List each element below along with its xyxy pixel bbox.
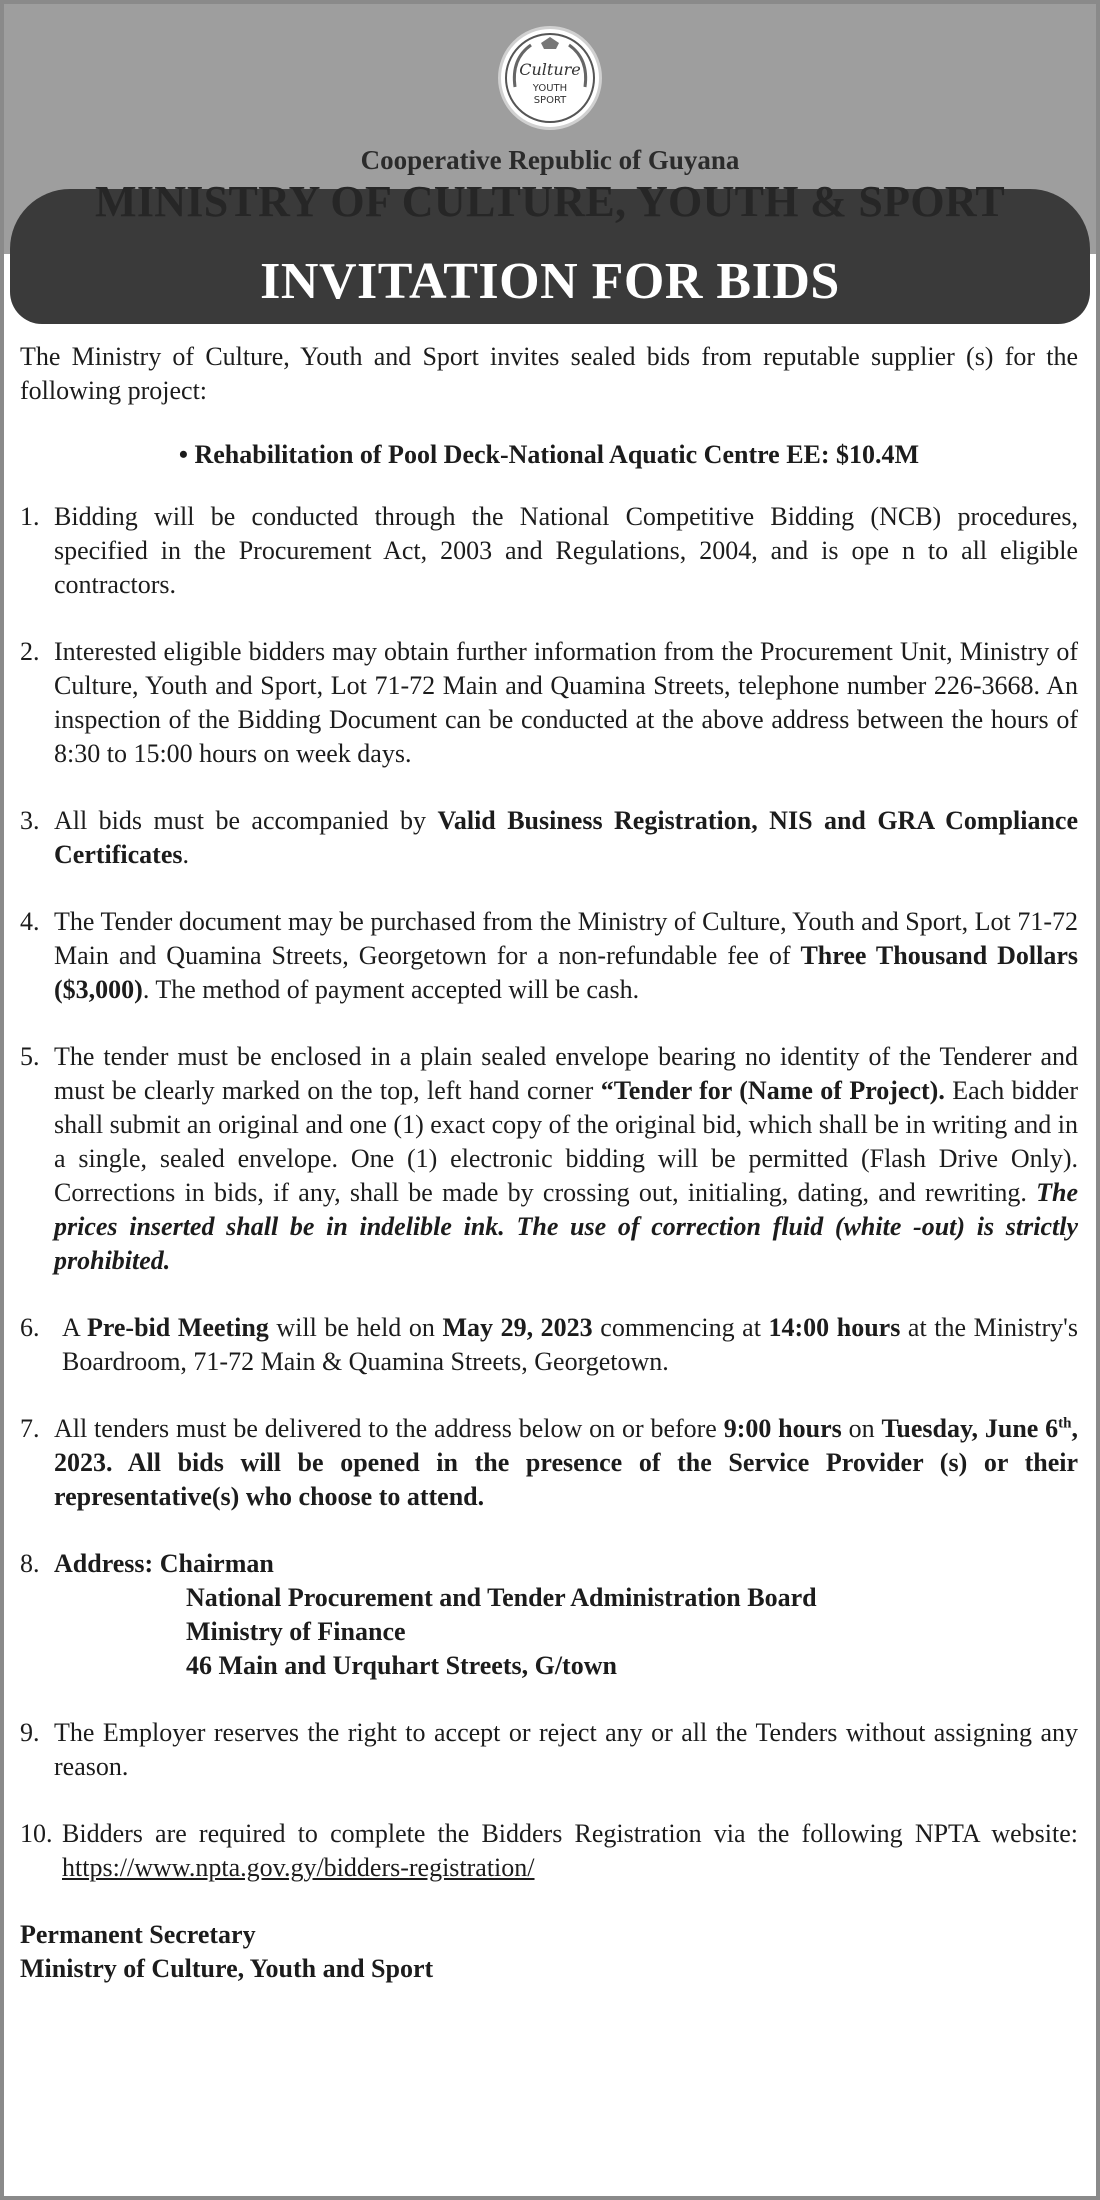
date-suffix: th [1058, 1415, 1072, 1432]
clause-bold: , 2023. All bids will be opened in the presence of the Service Provider (s) or their representative(s) who choose to attend. [54, 1414, 1079, 1511]
address-line-2: Ministry of Finance [186, 1617, 406, 1646]
ministry-heading: MINISTRY OF CULTURE, YOUTH & SPORT [94, 177, 1006, 226]
clause-text: on [841, 1414, 882, 1443]
clause-text: All tenders must be delivered to the address below on or before [54, 1414, 724, 1443]
signoff-title: Permanent Secretary [20, 1920, 256, 1949]
clause-number: 5. [20, 1042, 40, 1071]
clause-text: commencing at [592, 1313, 769, 1342]
deadline-date: Tuesday, June 6 [881, 1414, 1059, 1443]
meeting-date: May 29, 2023 [442, 1313, 593, 1342]
clause-text: Interested eligible bidders may obtain further information from the Procurement Unit, Ministry of Culture, Youth and Sport, Lot 71-72 Main and Quamina Streets, telephone number 226-3668. An inspection of the Bidding Document can be conducted at the above address between the hours of 8:30 to 15:00 hours on week days. [54, 637, 1078, 768]
clause-number: 3. [20, 806, 40, 835]
address-label-row [20, 1547, 1078, 1581]
clause-text: Bidders are required to complete the Bidders Registration via the following NPTA website: [62, 1819, 1078, 1848]
clause-text: Bidding will be conducted through the National Competitive Bidding (NCB) procedures, specified in the Procurement Act, 2003 and Regulations, 2004, and is ope n to all eligible contractors. [54, 502, 1078, 599]
clause-bold: Pre-bid Meeting [86, 1313, 269, 1342]
clause-text: . The method of payment accepted will be cash. [142, 975, 640, 1004]
page-title: INVITATION FOR BIDS [260, 253, 840, 310]
project-line: • Rehabilitation of Pool Deck-National Aquatic Centre EE: $10.4M [178, 440, 920, 469]
clause-3 [20, 804, 1078, 872]
clause-number: 10. [20, 1819, 53, 1848]
meeting-time: 14:00 hours [768, 1313, 901, 1342]
clause-text: The Employer reserves the right to accept or reject any or all the Tenders without assigning any reason. [54, 1718, 1078, 1781]
clause-8 [20, 1547, 1078, 1683]
republic-heading: Cooperative Republic of Guyana [360, 145, 740, 175]
fee-amount: Three Thousand Dollars ($3,000) [54, 941, 1079, 1004]
logo-word-sport: SPORT [533, 95, 567, 106]
clause-7 [20, 1412, 1078, 1514]
clause-4 [20, 905, 1078, 1007]
clause-9 [20, 1716, 1078, 1784]
clause-text: All bids must be accompanied by [54, 806, 438, 835]
notice-body [20, 340, 1078, 1986]
clause-number: 2. [20, 637, 40, 666]
clause-10 [20, 1817, 1078, 1885]
clause-number: 6. [20, 1313, 40, 1342]
address-line-3: 46 Main and Urquhart Streets, G/town [186, 1651, 617, 1680]
clause-bold: “Tender for (Name of Project). [600, 1076, 945, 1105]
clause-6 [20, 1311, 1078, 1379]
clause-number: 9. [20, 1718, 40, 1747]
address-label: Address: Chairman [54, 1549, 274, 1578]
intro-paragraph: The Ministry of Culture, Youth and Sport invites sealed bids from reputable supplier (s) for the following project: [20, 342, 1078, 405]
crest-icon [501, 29, 599, 127]
signoff-ministry: Ministry of Culture, Youth and Sport [20, 1954, 434, 1983]
clause-number: 4. [20, 907, 40, 936]
registration-link[interactable]: https://www.npta.gov.gy/bidders-registration/ [62, 1853, 535, 1882]
clause-number: 1. [20, 502, 40, 531]
logo-word-culture: Culture [519, 60, 581, 79]
clause-number: 7. [20, 1414, 40, 1443]
clause-number: 8. [20, 1549, 40, 1578]
clause-bold-italic: The prices inserted shall be in indelible ink. The use of correction fluid (white -out) is strictly prohibited. [54, 1178, 1078, 1275]
clause-2 [20, 635, 1078, 771]
clause-text: will be held on [268, 1313, 443, 1342]
clause-text: Each bidder shall submit an original and one (1) exact copy of the original bid, which shall be in writing and in a single, sealed envelope. One (1) electronic bidding will be permitted (Flash Drive Only). Corrections in bids, if any, shall be made by crossing out, initialing, dating, and rewriting. [54, 1076, 1078, 1207]
clause-bold: Valid Business Registration, NIS and GRA Compliance Certificates [54, 806, 1078, 869]
clause-text: The tender must be enclosed in a plain sealed envelope bearing no identity of the Tenderer and must be clearly marked on the top, left hand corner [54, 1042, 1078, 1105]
clause-text: The Tender document may be purchased from the Ministry of Culture, Youth and Sport, Lot 71-72 Main and Quamina Streets, Georgetown for a non-refundable fee of [54, 907, 1078, 970]
clause-text: A [62, 1313, 87, 1342]
clause-1 [20, 500, 1078, 602]
ministry-logo [498, 26, 602, 130]
clause-5 [20, 1040, 1078, 1278]
clause-text: . [182, 840, 189, 869]
deadline-time: 9:00 hours [723, 1414, 842, 1443]
logo-word-youth: YOUTH [532, 83, 568, 94]
clause-text: at the Ministry's Boardroom, 71-72 Main & Quamina Streets, Georgetown. [62, 1313, 1078, 1376]
signoff [20, 1918, 1078, 1986]
address-line-1: National Procurement and Tender Administration Board [186, 1583, 817, 1612]
